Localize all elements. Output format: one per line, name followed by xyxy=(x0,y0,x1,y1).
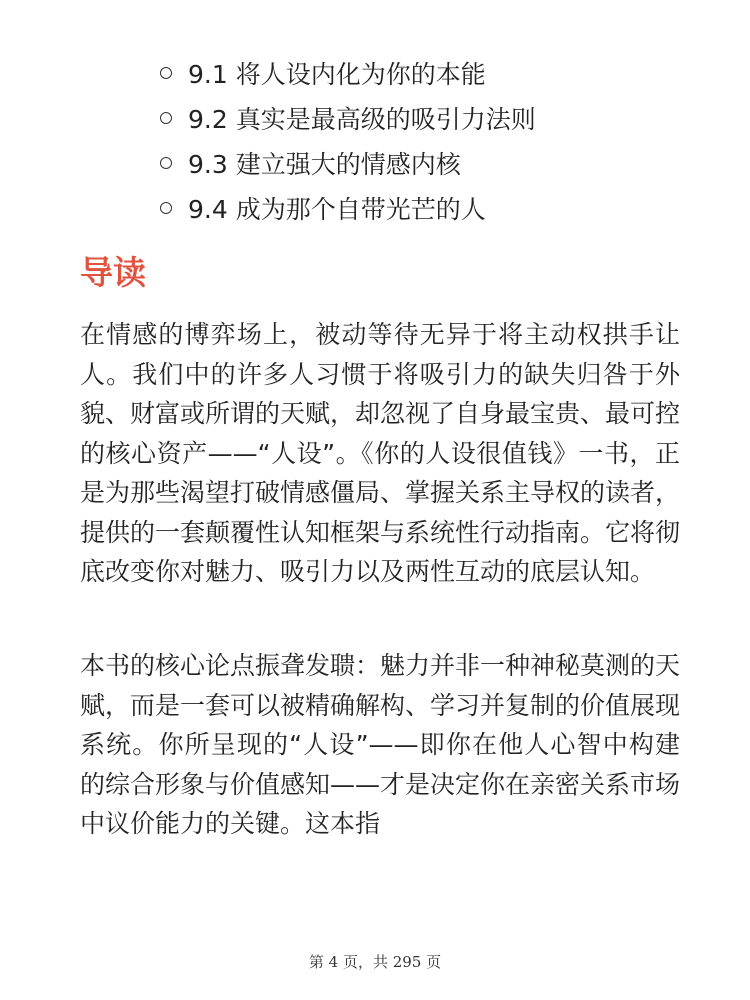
toc-item-9-4[interactable] xyxy=(160,185,536,230)
toc-item-9-2[interactable] xyxy=(160,95,536,140)
hollow-circle-bullet-icon xyxy=(160,112,172,124)
hollow-circle-bullet-icon xyxy=(160,157,172,169)
body-paragraph-1: 在情感的博弈场上，被动等待无异于将主动权拱手让人。我们中的许多人习惯于将吸引力的缺失归咎于外貌、财富或所谓的天赋，却忽视了自身最宝贵、最可控的核心资产——“人设”。《你的人设很值钱》一书，正是为那些渴望打破情感僵局、掌握关系主导权的读者，提供的一套颠覆性认知框架与系统性行动指南。它将彻底改变你对魅力、吸引力以及两性互动的底层认知。 xyxy=(80,320,681,586)
hollow-circle-bullet-icon xyxy=(160,67,172,79)
hollow-circle-bullet-icon xyxy=(160,202,172,214)
toc-item-9-1[interactable] xyxy=(160,50,536,95)
body-paragraph-2: 本书的核心论点振聋发聩：魅力并非一种神秘莫测的天赋，而是一套可以被精确解构、学习并复制的价值展现系统。你所呈现的“人设”——即你在他人心智中构建的综合形象与价值感知——才是决定你在亲密关系市场中议价能力的关键。这本指 xyxy=(80,651,681,838)
toc-item-label: 9.1 将人设内化为你的本能 xyxy=(188,59,486,89)
toc-item-label: 9.3 建立强大的情感内核 xyxy=(188,149,461,179)
toc-item-label: 9.4 成为那个自带光芒的人 xyxy=(188,194,486,224)
section-title: 导读 xyxy=(80,253,146,292)
toc-item-9-3[interactable] xyxy=(160,140,536,185)
table-of-contents xyxy=(160,50,536,230)
page-number-footer: 第 4 页，共 295 页 xyxy=(308,953,442,971)
toc-item-label: 9.2 真实是最高级的吸引力法则 xyxy=(188,104,536,134)
